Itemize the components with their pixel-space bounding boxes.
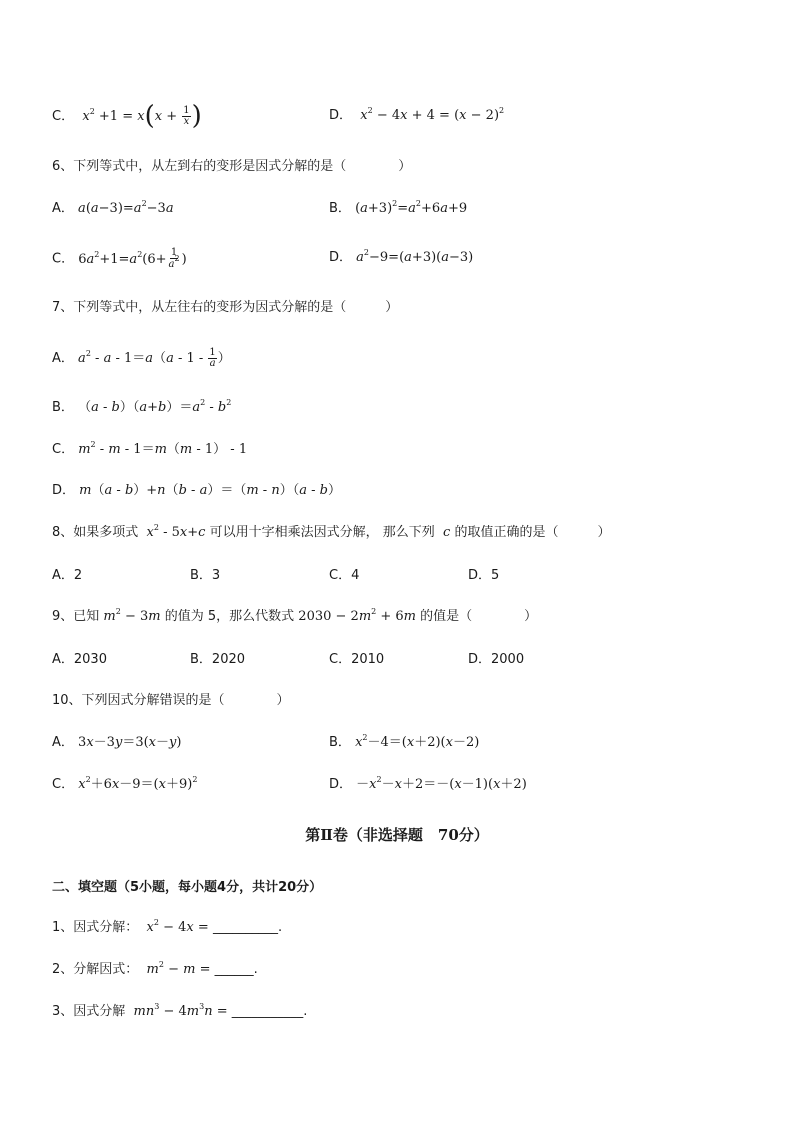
answer-blank: ______. bbox=[214, 962, 258, 977]
math-expression: $mn^3 - 4m^3n$ = bbox=[129, 1002, 232, 1019]
q9-option-a: A．2030 bbox=[52, 652, 107, 667]
q7-option-a bbox=[52, 348, 231, 369]
option-label: A． bbox=[52, 351, 74, 366]
q10-option-a bbox=[52, 733, 181, 753]
stem-text: 可以用十字相乘法因式分解， 那么下列 bbox=[209, 525, 435, 540]
option-label: C． bbox=[52, 777, 75, 792]
q9-option-b: B．2020 bbox=[190, 652, 246, 667]
math-expression: $x^2 - 4x$ = bbox=[142, 918, 213, 935]
math-expression: $x^2 +1 = x(x$ + $\frac{1}{x}$ ) bbox=[78, 101, 202, 131]
part-title: 二、填空题（5小题，每小题4分，共计20分） bbox=[52, 880, 323, 895]
math-expression: $x^2+6x-9=(x+9)^2$ bbox=[78, 775, 198, 792]
option-label: C． bbox=[52, 442, 75, 457]
math-expression: $x^2 - 4x + 4 = (x - 2)^2$ bbox=[356, 106, 505, 123]
q7-option-c bbox=[52, 440, 247, 460]
math-expression: m（a - b）+n（b - a）＝（m - n）（a - b） bbox=[79, 483, 342, 498]
math-expression: 3x－3y＝3(x－y) bbox=[78, 735, 182, 750]
math-expression: $a^2 - a - 1=a(a - 1$ - $\frac{1}{a}$ ） bbox=[78, 347, 231, 369]
stem-text: 的取值正确的是（ ） bbox=[454, 525, 611, 540]
math-expression: $(a+3)^2=a^2+6a+9$ bbox=[355, 199, 468, 216]
option-label: C． bbox=[52, 109, 75, 124]
q5-option-d bbox=[329, 106, 504, 126]
q6-stem: 6、下列等式中，从左到右的变形是因式分解的是（ ） bbox=[52, 159, 412, 174]
q6-option-b bbox=[329, 199, 467, 219]
option-label: A． bbox=[52, 201, 74, 216]
q10-option-b bbox=[329, 733, 479, 753]
option-label: B． bbox=[329, 201, 351, 216]
q10-stem: 10、下列因式分解错误的是（ ） bbox=[52, 693, 290, 708]
option-label: D． bbox=[52, 483, 76, 498]
fill-question-1 bbox=[52, 918, 282, 938]
option-label: C． bbox=[52, 251, 75, 267]
math-expression: $(a - b)(a+b)=a^2 - b^2$ bbox=[78, 398, 232, 415]
q6-option-c bbox=[52, 248, 187, 270]
q8-option-a: A．2 bbox=[52, 568, 83, 583]
section-title: 第Ⅱ卷（非选择题 70分） bbox=[305, 826, 489, 844]
math-expression: $a^2-9=(a+3)(a-3)$ bbox=[356, 248, 474, 265]
math-variable: c bbox=[438, 525, 451, 540]
option-label: D． bbox=[329, 250, 353, 265]
q9-option-c: C．2010 bbox=[329, 652, 385, 667]
answer-blank: __________. bbox=[212, 920, 283, 935]
q8-option-b: B．3 bbox=[190, 568, 221, 583]
q8-stem bbox=[52, 523, 610, 543]
math-expression: $6a^2+1=a^2(6+$ $\frac{1}{a^2}$ ) bbox=[78, 247, 187, 270]
answer-blank: ___________. bbox=[231, 1004, 308, 1019]
option-label: B． bbox=[329, 735, 351, 750]
q6-option-a bbox=[52, 199, 174, 219]
option-label: D． bbox=[329, 777, 353, 792]
math-expression: $m^2 - 3m$ bbox=[103, 607, 161, 624]
stem-text: 2、分解因式： bbox=[52, 962, 139, 977]
stem-text: 3、因式分解 bbox=[52, 1004, 126, 1019]
q9-stem bbox=[52, 607, 537, 627]
q7-option-d bbox=[52, 481, 341, 501]
q5-option-c bbox=[52, 101, 202, 131]
stem-text: 9、已知 bbox=[52, 609, 100, 624]
math-expression: $a(a-3)=a^2-3a$ bbox=[78, 199, 174, 216]
fill-question-2 bbox=[52, 960, 258, 980]
q8-option-d: D．5 bbox=[468, 568, 500, 583]
q6-option-d bbox=[329, 248, 473, 268]
stem-text: 的值为 5，那么代数式 bbox=[164, 609, 295, 624]
q7-option-b bbox=[52, 398, 231, 418]
q9-option-d: D．2000 bbox=[468, 652, 525, 667]
fill-question-3 bbox=[52, 1002, 307, 1022]
q7-stem: 7、下列等式中，从左往右的变形为因式分解的是（ ） bbox=[52, 300, 399, 315]
math-expression: $m^2 - m - 1=m(m - 1) - 1$ bbox=[78, 440, 248, 457]
math-expression: $2030 - 2m^2 + 6m$ bbox=[298, 607, 416, 624]
q10-option-d bbox=[329, 775, 527, 795]
math-expression: $x^2 - 5x+c$ bbox=[142, 523, 206, 540]
math-expression: $m^2 - m$ = bbox=[142, 960, 215, 977]
math-expression: $x^2-4=(x+2)(x-2)$ bbox=[355, 733, 480, 750]
q10-option-c bbox=[52, 775, 197, 795]
stem-text: 的值是（ ） bbox=[420, 609, 538, 624]
option-label: B． bbox=[52, 400, 74, 415]
option-label: A． bbox=[52, 735, 74, 750]
option-label: D． bbox=[329, 108, 353, 123]
stem-text: 8、如果多项式 bbox=[52, 525, 139, 540]
stem-text: 1、因式分解： bbox=[52, 920, 139, 935]
math-expression: $-x^2-x+2=-(x-1)(x+2)$ bbox=[356, 775, 527, 792]
q8-option-c: C．4 bbox=[329, 568, 360, 583]
